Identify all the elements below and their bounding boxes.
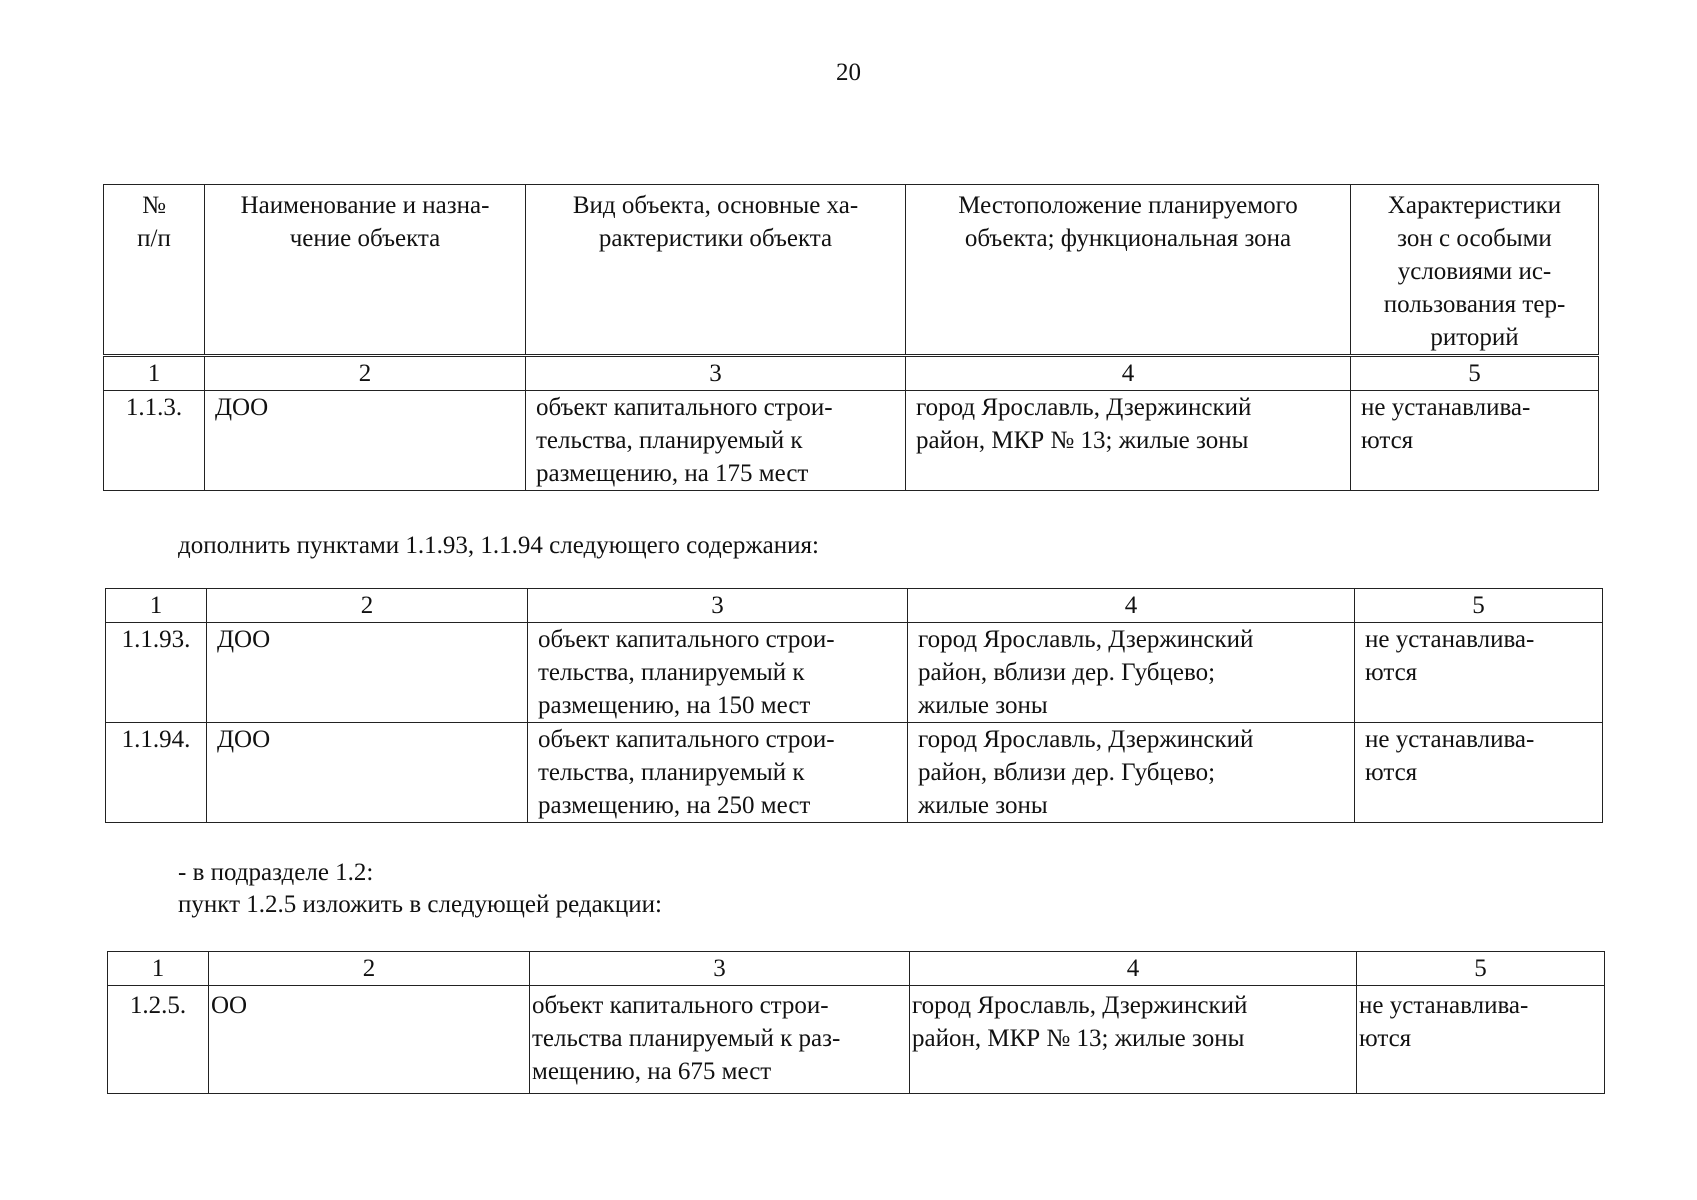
text-line: город Ярославль, Дзержинский: [916, 394, 1252, 421]
text-line: район, вблизи дер. Губцево;: [918, 659, 1216, 686]
header-line: рактеристики объекта: [598, 225, 833, 252]
text-line: не устанавлива-: [1365, 726, 1535, 753]
object-name: ДОО: [207, 623, 528, 723]
amendment-paragraph: дополнить пунктами 1.1.93, 1.1.94 следующего содержания:: [178, 532, 819, 559]
zone-characteristics: [1357, 986, 1605, 1094]
column-number-cell: 2: [205, 356, 526, 391]
object-kind: [528, 723, 908, 823]
column-number-row: [108, 952, 1605, 986]
header-line: Местоположение планируемого: [958, 192, 1298, 219]
row-number: 1.1.93.: [106, 623, 207, 723]
zone-characteristics: [1355, 723, 1603, 823]
zone-characteristics: [1351, 391, 1599, 491]
table-row: [108, 986, 1605, 1094]
header-line: зон с особыми: [1397, 225, 1552, 252]
header-line: чение объекта: [289, 225, 441, 252]
header-cell-zones: [1351, 185, 1599, 356]
subsection-paragraph: - в подразделе 1.2:: [178, 859, 374, 886]
header-cell-location: [906, 185, 1351, 356]
instruction-paragraph: пункт 1.2.5 изложить в следующей редакции:: [178, 891, 662, 918]
object-location: [908, 623, 1355, 723]
text-line: объект капитального строи-: [538, 726, 835, 753]
row-number: 1.2.5.: [108, 986, 209, 1094]
text-line: размещению, на 150 мест: [538, 692, 811, 719]
object-location: [906, 391, 1351, 491]
text-line: город Ярославль, Дзержинский: [918, 626, 1254, 653]
column-number-cell: 5: [1357, 952, 1605, 986]
text-line: объект капитального строи-: [536, 394, 833, 421]
column-number-row: [106, 589, 1603, 623]
object-kind: [530, 986, 910, 1094]
text-line: не устанавлива-: [1361, 394, 1531, 421]
text-line: тельства планируемый к раз-: [532, 1025, 841, 1052]
object-location: [910, 986, 1357, 1094]
header-cell-number: [104, 185, 205, 356]
text-line: ются: [1361, 427, 1414, 454]
header-line: Вид объекта, основные ха-: [572, 192, 859, 219]
column-number-cell: 1: [106, 589, 207, 623]
zone-characteristics: [1355, 623, 1603, 723]
column-number-row: [104, 356, 1599, 391]
column-number-cell: 3: [528, 589, 908, 623]
text-line: ются: [1359, 1025, 1412, 1052]
column-number-cell: 2: [207, 589, 528, 623]
header-line: Характеристики: [1387, 192, 1562, 219]
header-line: №: [142, 192, 166, 219]
text-line: не устанавлива-: [1359, 992, 1529, 1019]
row-number: 1.1.3.: [104, 391, 205, 491]
header-line: пользования тер-: [1383, 291, 1566, 318]
column-number-cell: 5: [1355, 589, 1603, 623]
column-number-cell: 4: [910, 952, 1357, 986]
column-number-cell: 5: [1351, 356, 1599, 391]
text-line: тельства, планируемый к: [538, 759, 805, 786]
header-line: Наименование и назна-: [240, 192, 490, 219]
table-header-row: [104, 185, 1599, 356]
text-line: тельства, планируемый к: [538, 659, 805, 686]
text-line: не устанавлива-: [1365, 626, 1535, 653]
object-location: [908, 723, 1355, 823]
table-row: [106, 623, 1603, 723]
header-line: п/п: [137, 225, 171, 252]
object-name: ОО: [209, 986, 530, 1094]
text-line: размещению, на 250 мест: [538, 792, 811, 819]
column-number-cell: 1: [108, 952, 209, 986]
table-2: [105, 588, 1603, 823]
header-cell-name: [205, 185, 526, 356]
object-kind: [526, 391, 906, 491]
column-number-cell: 3: [530, 952, 910, 986]
text-line: район, вблизи дер. Губцево;: [918, 759, 1216, 786]
column-number-cell: 1: [104, 356, 205, 391]
text-line: ются: [1365, 759, 1418, 786]
object-name: ДОО: [207, 723, 528, 823]
text-line: размещению, на 175 мест: [536, 460, 809, 487]
text-line: район, МКР № 13; жилые зоны: [912, 1025, 1245, 1052]
object-kind: [528, 623, 908, 723]
column-number-cell: 4: [908, 589, 1355, 623]
text-line: город Ярославль, Дзержинский: [912, 992, 1248, 1019]
text-line: ются: [1365, 659, 1418, 686]
table-row: [106, 723, 1603, 823]
text-line: жилые зоны: [918, 792, 1048, 819]
row-number: 1.1.94.: [106, 723, 207, 823]
page-number: 20: [836, 59, 861, 86]
text-line: мещению, на 675 мест: [532, 1058, 772, 1085]
table-row: [104, 391, 1599, 491]
table-3: [107, 951, 1605, 1094]
column-number-cell: 3: [526, 356, 906, 391]
object-name: ДОО: [205, 391, 526, 491]
header-line: условиями ис-: [1397, 258, 1552, 285]
text-line: район, МКР № 13; жилые зоны: [916, 427, 1249, 454]
table-1: [103, 184, 1599, 491]
text-line: жилые зоны: [918, 692, 1048, 719]
header-line: риторий: [1430, 324, 1519, 351]
column-number-cell: 2: [209, 952, 530, 986]
text-line: объект капитального строи-: [532, 992, 829, 1019]
header-line: объекта; функциональная зона: [964, 225, 1292, 252]
header-cell-kind: [526, 185, 906, 356]
text-line: город Ярославль, Дзержинский: [918, 726, 1254, 753]
column-number-cell: 4: [906, 356, 1351, 391]
text-line: объект капитального строи-: [538, 626, 835, 653]
text-line: тельства, планируемый к: [536, 427, 803, 454]
